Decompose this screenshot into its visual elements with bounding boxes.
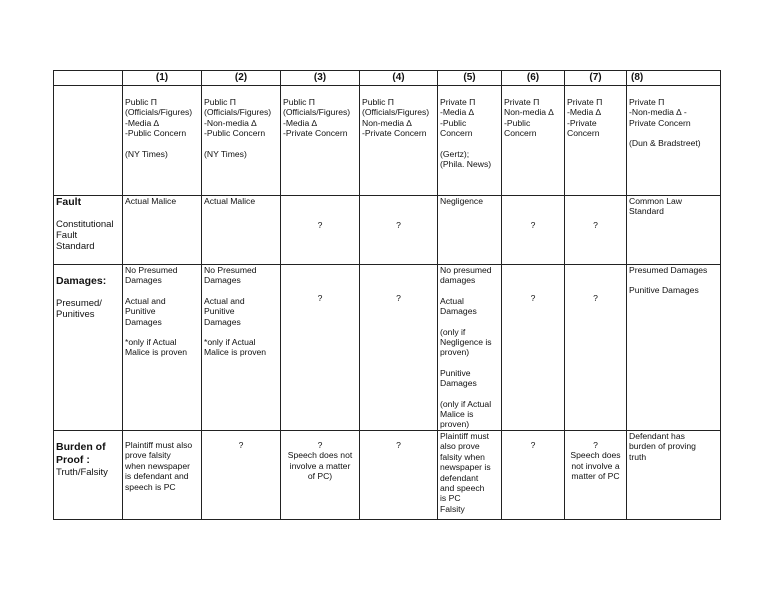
fault-cell-2 [202,196,281,265]
cell-text: Actual and Punitive Damages [204,295,245,327]
burden-cell-7 [565,430,627,519]
column-header-4: (4) [360,71,438,86]
cell-text: Actual Malice [204,196,256,206]
description-cell-3 [281,86,360,196]
burden-cell-4 [360,430,438,519]
description-text: Private Π -Media ∆ -Private Concern [567,97,603,139]
description-cell-1 [123,86,202,196]
damages-cell-7 [565,265,627,431]
case-name: (NY Times) [204,148,247,159]
cell-text: (only if Actual Malice is proven) [440,398,492,430]
damages-cell-3 [281,265,360,431]
cell-text: No presumed damages [440,265,492,286]
category-description-row [54,86,721,196]
cell-text: Defendant has burden of proving truth [629,430,696,462]
damages-cell-5 [438,265,502,431]
description-text: Public Π (Officials/Figures) -Media ∆ -Public Concern [125,97,193,139]
cell-text: ? [396,439,401,450]
cell-text: *only if Actual Malice is proven [204,337,267,358]
damages-cell-8 [627,265,721,431]
description-text: Public Π (Officials/Figures) -Media ∆ -Private Concern [283,97,351,139]
cell-text: ? [593,220,598,230]
description-text: Private Π -Non-media ∆ - Private Concern [629,97,691,128]
cell-text: *only if Actual Malice is proven [125,337,188,358]
fault-row [54,196,721,265]
cell-text: Actual Damages [440,295,477,317]
cell-text: ? Speech does not involve a matter of PC [570,439,621,482]
cell-text: Actual and Punitive Damages [125,295,166,327]
column-header-6: (6) [502,71,565,86]
cell-text: ? Speech does not involve a matter of PC) [287,439,353,482]
cell-text: Plaintiff must also prove falsity when newspaper is defendant and speech is PC [125,439,193,492]
cell-text: No Presumed Damages [125,265,178,286]
description-cell-6 [502,86,565,196]
column-header-7: (7) [565,71,627,86]
description-cell-8 [627,86,721,196]
damages-row-header [54,265,123,431]
row-title: Fault [56,196,82,208]
damages-cell-6 [502,265,565,431]
fault-cell-4 [360,196,438,265]
fault-cell-8 [627,196,721,265]
defamation-standards-table [53,70,721,520]
cell-text: ? [530,439,536,450]
damages-row [54,265,721,431]
cell-text: ? [396,293,401,303]
description-cell-2 [202,86,281,196]
fault-cell-5 [438,196,502,265]
fault-cell-1 [123,196,202,265]
cell-text: No Presumed Damages [204,265,257,286]
fault-cell-7 [565,196,627,265]
column-number-row [54,71,721,86]
column-header-2: (2) [202,71,281,86]
cell-text: ? [317,293,323,303]
burden-cell-5 [438,430,502,519]
cell-text: Plaintiff must also prove falsity when newspaper is defendant and speech is PC Falsity [440,430,491,514]
description-text: Private Π Non-media ∆ -Public Concern [504,97,554,139]
cell-text: Punitive Damages [440,367,477,389]
burden-of-proof-row [54,430,721,519]
column-header-3: (3) [281,71,360,86]
cell-text: ? [593,293,598,303]
row-title: Burden of Proof : [56,440,106,466]
description-text: Public Π (Officials/Figures) -Non-media ∆ -Public Concern [204,97,272,139]
description-cell-7 [565,86,627,196]
cell-text: ? [238,439,244,450]
description-cell-4 [360,86,438,196]
row-subtitle: Constitutional Fault Standard [56,219,114,252]
row-subtitle: Truth/Falsity [56,466,108,478]
row-subtitle: Presumed/ Punitives [56,298,102,320]
cell-text: Punitive Damages [629,285,699,296]
case-name: (Dun & Bradstreet) [629,138,701,149]
burden-cell-8 [627,430,721,519]
damages-cell-2 [202,265,281,431]
column-header-5: (5) [438,71,502,86]
row-title: Damages: [56,275,107,287]
cell-text: Actual Malice [125,196,177,206]
burden-cell-2 [202,430,281,519]
column-header-8: (8) [627,71,721,86]
description-cell-5 [438,86,502,196]
cell-text: ? [317,220,323,230]
fault-row-header [54,196,123,265]
burden-cell-1 [123,430,202,519]
cell-text: ? [530,293,536,303]
cell-text: (only if Negligence is proven) [440,326,492,358]
case-name: (NY Times) [125,148,168,159]
burden-cell-3 [281,430,360,519]
cell-text: ? [396,220,401,230]
fault-cell-6 [502,196,565,265]
burden-cell-6 [502,430,565,519]
fault-cell-3 [281,196,360,265]
case-name: (Gertz); (Phila. News) [440,148,492,170]
cell-text: Common Law Standard [629,196,683,217]
description-text: Public Π (Officials/Figures) Non-media ∆ -Private Concern [362,97,430,139]
burden-row-header [54,430,123,519]
corner-cell [54,71,123,86]
damages-cell-4 [360,265,438,431]
cell-text: Presumed Damages [629,265,708,275]
cell-text: Negligence [440,196,483,206]
description-text: Private Π -Media ∆ -Public Concern [440,97,476,139]
corner-cell-desc [54,86,123,196]
cell-text: ? [530,220,536,230]
column-header-1: (1) [123,71,202,86]
damages-cell-1 [123,265,202,431]
